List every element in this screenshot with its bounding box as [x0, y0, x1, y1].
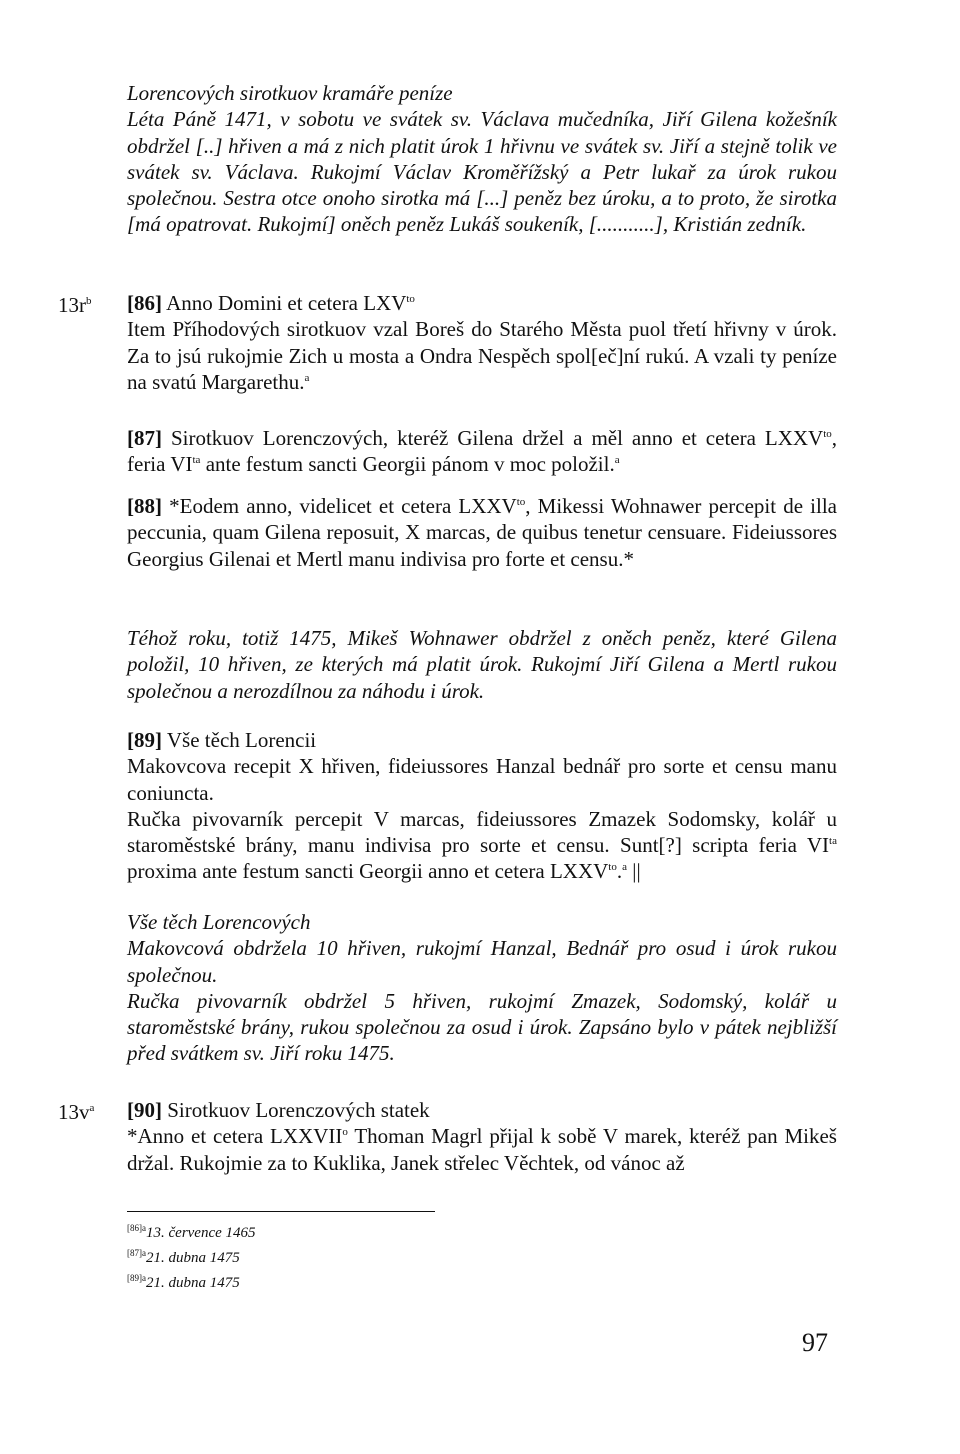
entry-number: [90] — [127, 1098, 162, 1122]
footnote-divider — [127, 1211, 435, 1212]
entry-number: [88] — [127, 494, 162, 518]
entry-89-translation — [127, 909, 837, 1067]
folio-margin-note: $13r^b$ — [58, 293, 92, 317]
entry-heading: [90] Sirotkuov Lorenczových statek — [127, 1098, 430, 1122]
folio-margin-note: $13v^a$ — [58, 1100, 95, 1124]
czech-translation-prev — [127, 80, 837, 238]
footnote: $^{[86]a}$13. července 1465 — [127, 1223, 256, 1241]
entry-88 — [127, 493, 837, 572]
paragraph: Makovcova recepit X hřiven, fideiussores Hanzal bednář pro sorte et censu manu coniuncta. — [127, 754, 837, 805]
section-heading: Vše těch Lorencových — [127, 910, 311, 934]
paragraph: Téhož roku, totiž 1475, Mikeš Wohnawer obdržel z oněch peněz, které Gilena položil, 10 hřiven, ze kterých má platit úrok. Rukojmí Jiří Gilena a Mertl rukou společnou a nerozdílnou za náhodu i úrok. — [127, 626, 837, 703]
entry-90 — [127, 1097, 837, 1176]
entry-86 — [127, 290, 837, 395]
footnote: $^{[89]a}$21. dubna 1475 — [127, 1273, 240, 1291]
paragraph: Makovcová obdržela 10 hřiven, rukojmí Hanzal, Bednář pro osud i úrok rukou společnou. — [127, 936, 837, 987]
footnote: $^{[87]a}$21. dubna 1475 — [127, 1248, 240, 1266]
paragraph: *Anno et cetera LXXVII$^o$ Thoman Magrl přijal k sobě V marek, kteréž pan Mikeš držal. Rukojmie za to Kuklika, Janek střelec Věchtek, od vánoc až — [127, 1124, 837, 1175]
entry-heading: [89] Vše těch Lorencii — [127, 728, 317, 752]
entry-number: [89] — [127, 728, 162, 752]
paragraph: Item Příhodových sirotkuov vzal Boreš do Starého Města puol třetí hřivny v úrok. Za to jsú rukojmie Zich u mosta a Ondra Nespěch spol[eč]ní rukú. A vzali ty peníze na svatú Margarethu.$^a$ — [127, 317, 837, 394]
entry-87 — [127, 425, 837, 478]
page-number: 97 — [802, 1328, 828, 1357]
paragraph: Ručka pivovarník percepit V marcas, fideiussores Zmazek Sodomsky, kolář u staroměstské brány, manu indivisa pro sorte et censu. Sunt[?] scripta feria $VI^{ta}$ proxima ante festum sancti Georgii anno et cetera $LXXV^{to}.^a$ || — [127, 806, 837, 884]
entry-number: [86] — [127, 291, 162, 315]
entry-88-translation — [127, 625, 837, 704]
entry-number: [87] — [127, 426, 162, 450]
paragraph: Léta Páně 1471, v sobotu ve svátek sv. Václava mučedníka, Jiří Gilena kožešník obdržel [..] hřiven a má z nich platit úrok 1 hřivnu ve svátek sv. Jiří a stejně tolik ve svátek sv. Václava. Rukojmí Václav Kroměřížský a Petr lukař za úrok rukou společnou. Sestra otce onoho sirotka má [...] peněz bez úroku, a to proto, že sirotka [má opatrovat. Rukojmí] oněch peněz Lukáš soukeník, [...........], Kristián zedník. — [127, 107, 837, 237]
paragraph: Ručka pivovarník obdržel 5 hřiven, rukojmí Zmazek, Sodomský, kolář u staroměstské brány, rukou společnou za osud i úrok. Zapsáno bylo v pátek nejbližší před svátkem sv. Jiří roku 1475. — [127, 988, 837, 1066]
section-heading: Lorencových sirotkuov kramáře peníze — [127, 81, 453, 105]
paragraph: [87] Sirotkuov Lorenczových, kteréž Gilena držel a měl anno et cetera $LXXV^{to}$, feria $VI^{ta}$ ante festum sancti Georgii pánom v moc položil.$^a$ — [127, 426, 838, 477]
entry-heading: [86] Anno Domini et cetera $LXV^{to}$ — [127, 291, 415, 315]
paragraph: [88] *Eodem anno, videlicet et cetera $LXXV^{to}$, Mikessi Wohnawer percepit de illa peccunia, quam Gilena reposuit, X marcas, de quibus tenetur censuare. Fideiussores Georgius Gilenai et Mertl manu indivisa pro forte et censu.* — [127, 494, 837, 571]
entry-89 — [127, 727, 837, 885]
